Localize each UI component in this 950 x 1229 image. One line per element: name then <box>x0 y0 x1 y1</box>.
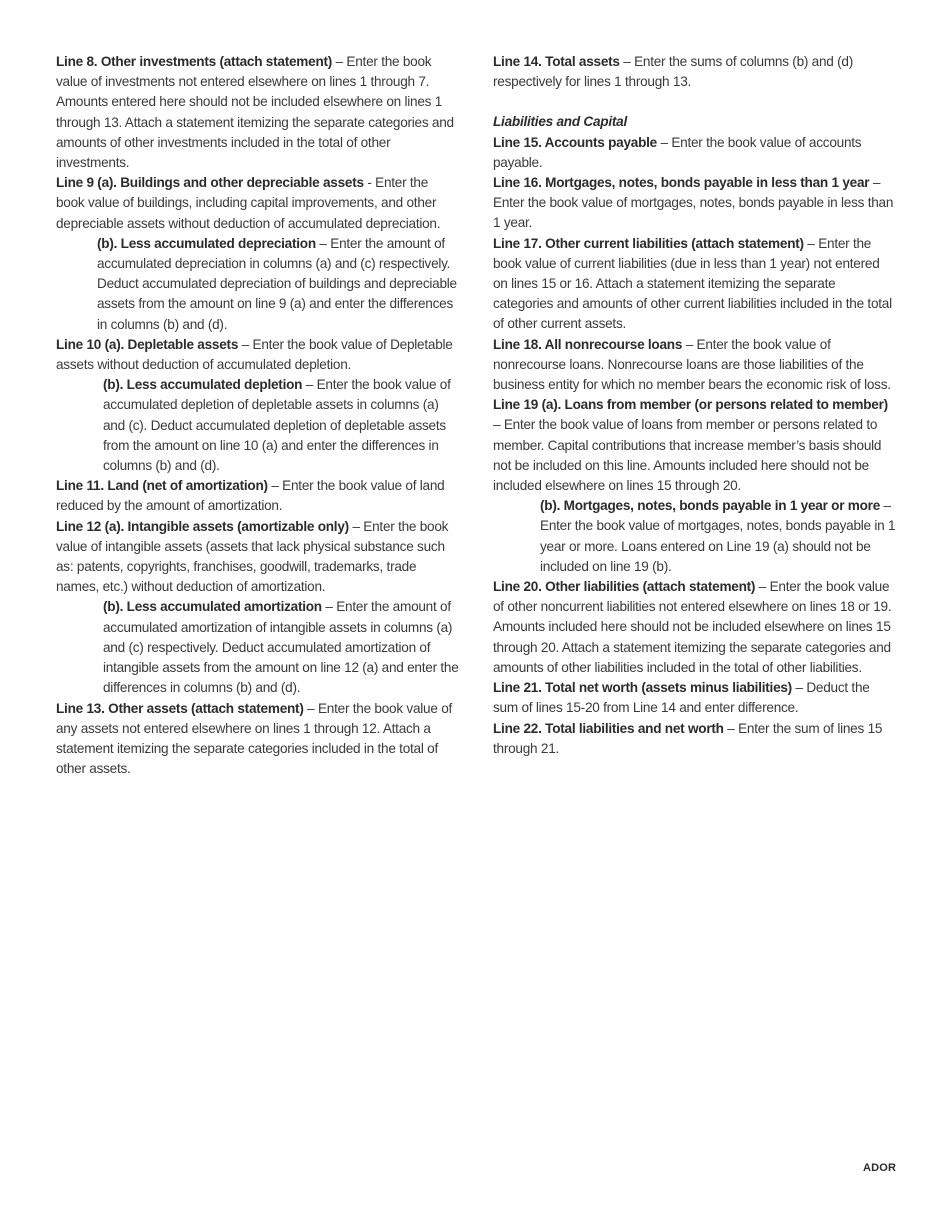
line-9b-entry: (b). Less accumulated depreciation – Enter the amount of accumulated depreciation in columns (a) and (c) respectively. Deduct accumulated depreciation of buildings and depreciable assets from the amount on line 9 (a) and enter the differences in columns (b) and (d). <box>97 235 457 332</box>
line-20-entry: Line 20. Other liabilities (attach statement) – Enter the book value of other noncurrent liabilities not entered elsewhere on lines 18 or 19. Amounts included here should not be included elsewhere on lines 15 through 20. Attach a statement itemizing the separate categories and amounts of other liabilities included in the total of other liabilities. <box>493 579 892 675</box>
line-17-entry: Line 17. Other current liabilities (attach statement) – Enter the book value of current liabilities (due in less than 1 year) not entered on lines 15 or 16. Attach a statement itemizing the separate categories and amounts of other current liabilities included in the total of other current assets. <box>493 235 892 332</box>
line-11-entry: Line 11. Land (net of amortization) – Enter the book value of land reduced by the amount of amortization. <box>56 478 445 514</box>
line-12a-entry: Line 12 (a). Intangible assets (amortizable only) – Enter the book value of intangible assets (assets that lack physical substance such as: patents, copyrights, franchises, goodwill, trademarks, trade names, etc.) without deduction of amortization. <box>56 518 449 595</box>
line-10b-entry: (b). Less accumulated depletion – Enter the book value of accumulated depletion of depletable assets in columns (a) and (c). Deduct accumulated depletion of depletable assets from the amount on line 10 (a) and enter the differences in columns (b) and (d). <box>103 377 451 474</box>
line-9a-entry: Line 9 (a). Buildings and other depreciable assets - Enter the book value of buildings, including capital improvements, and other depreciable assets without deduction of accumulated depreciation. <box>56 175 441 231</box>
line-19a-entry: Line 19 (a). Loans from member (or persons related to member) – Enter the book value of loans from member or persons related to member. Capital contributions that increase member’s basis should not be included on this line. Amounts included here should not be included elsewhere on lines 15 through 20. <box>493 397 888 494</box>
left-column <box>56 52 460 779</box>
line-18-entry: Line 18. All nonrecourse loans – Enter the book value of nonrecourse loans. Nonrecourse loans are those liabilities of the business entity for which no member bears the economic risk of loss. <box>493 336 891 393</box>
line-16-entry: Line 16. Mortgages, notes, bonds payable in less than 1 year – Enter the book value of mortgages, notes, bonds payable in less than 1 year. <box>493 175 894 231</box>
line-10a-entry: Line 10 (a). Depletable assets – Enter the book value of Depletable assets without deduction of accumulated depletion. <box>56 336 453 373</box>
line-12b-entry: (b). Less accumulated amortization – Enter the amount of accumulated amortization of intangible assets in columns (a) and (c) respectively. Deduct accumulated amortization of intangible assets from the amount on line 12 (a) and enter the differences in columns (b) and (d). <box>103 599 459 696</box>
section-heading: Liabilities and Capital <box>493 114 627 130</box>
line-15-entry: Line 15. Accounts payable – Enter the book value of accounts payable. <box>493 134 862 170</box>
line-19b-entry: (b). Mortgages, notes, bonds payable in 1 year or more – Enter the book value of mortgages, notes, bonds payable in 1 year or more. Loans entered on Line 19 (a) should not be included on line 19 (b). <box>540 498 896 574</box>
line-8-entry: Line 8. Other investments (attach statement) – Enter the book value of investments not entered elsewhere on lines 1 through 7. Amounts entered here should not be included elsewhere on lines 1 through 13. Attach a statement itemizing the separate categories and amounts of other investments included in the total of other investments. <box>56 54 454 171</box>
line-13-entry: Line 13. Other assets (attach statement) – Enter the book value of any assets not entered elsewhere on lines 1 through 12. Attach a statement itemizing the separate categories included in the total of other assets. <box>56 700 453 777</box>
right-column <box>493 52 897 759</box>
line-22-entry: Line 22. Total liabilities and net worth – Enter the sum of lines 15 through 21. <box>493 720 883 756</box>
footer-label: ADOR <box>863 1162 897 1174</box>
line-14-entry: Line 14. Total assets – Enter the sums of columns (b) and (d) respectively for lines 1 through 13. <box>493 54 853 90</box>
line-21-entry: Line 21. Total net worth (assets minus liabilities) – Deduct the sum of lines 15-20 from Line 14 and enter difference. <box>493 680 870 716</box>
